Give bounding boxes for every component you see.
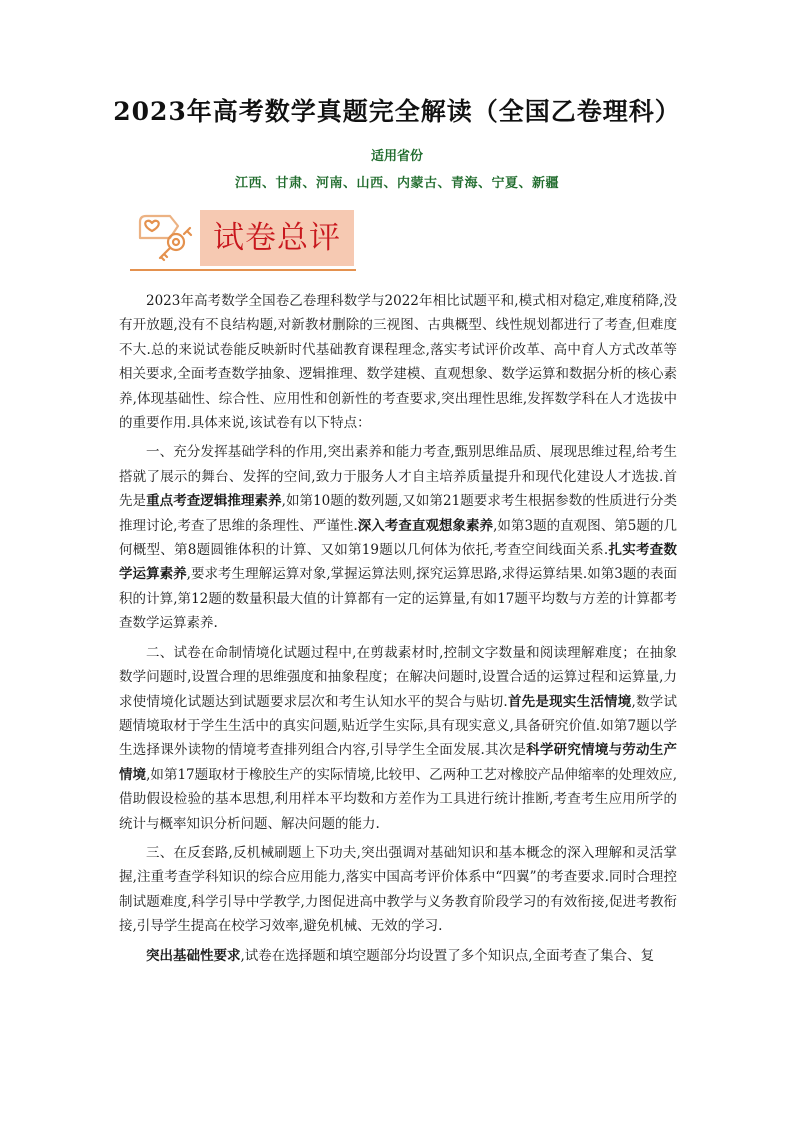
paragraph-text: ,如第3题的直观图、第5题的几何概型、第8题圆锥体积的计算、又如第19题以几何体为依托,考查空间线面关系. <box>119 517 677 559</box>
paragraph-text: ,如第17题取材于橡胶生产的实际情境,比较甲、乙两种工艺对橡胶产品伸缩率的处理效应,借助假设检验的基本思想,利用样本平均数和方差作为工具进行统计推断,考查考生应用所学的统计与概率知识分析问题、解决问题的能力. <box>119 766 677 832</box>
paragraph <box>119 289 677 435</box>
emphasis-text: 重点考查逻辑推理素养 <box>146 493 282 510</box>
applicable-provinces-label: 适用省份 <box>370 149 423 164</box>
section-banner <box>130 204 360 270</box>
decorative-key-heart-icon <box>130 208 200 264</box>
paragraph <box>119 641 677 836</box>
emphasis-text: 科学研究情境与劳动生产情境 <box>119 742 677 783</box>
paragraph-text: 二、试卷在命制情境化试题过程中,在剪裁素材时,控制文字数量和阅读理解难度；在抽象数学问题时,设置合理的思维强度和抽象程度；在解决问题时,设置合适的运算过程和运算量,力求使情境化试题达到试题要求层次和考生认知水平的契合与贴切. <box>119 644 677 710</box>
page-title: 2023年高考数学真题完全解读（全国乙卷理科） <box>113 97 681 126</box>
paragraph-text: ,数学试题情境取材于学生生活中的真实问题,贴近学生实际,具有现实意义,具备研究价值.如第7题以学生选择课外读物的情境考查排列组合内容,引导学生全面发展.其次是 <box>119 693 677 759</box>
paragraph-text: 三、在反套路,反机械刷题上下功夫,突出强调对基础知识和基本概念的深入理解和灵活掌握,注重考查学科知识的综合应用能力,落实中国高考评价体系中“四翼”的考查要求.同时合理控制试题难度,科学引导中学教学,力图促进高中教学与义务教育阶段学习的有效衔接,促进考教衔接,引导学生提高在校学习效率,避免机械、无效的学习. <box>119 844 677 935</box>
paragraph-text: ,试卷在选择题和填空题部分均设置了多个知识点,全面考查了集合、复 <box>240 947 655 964</box>
paragraph-text: ,如第10题的数列题,又如第21题要求考生根据参数的性质进行分类推理讨论,考查了思维的条理性、严谨性. <box>119 493 677 534</box>
section-title: 试卷总评 <box>213 220 341 256</box>
emphasis-text: 突出基础性要求 <box>146 947 241 964</box>
paragraph <box>119 944 677 968</box>
paragraph <box>119 440 677 635</box>
section-divider <box>130 269 356 271</box>
paragraph-text: ,要求考生理解运算对象,掌握运算法则,探究运算思路,求得运算结果.如第3题的表面积的计算,第12题的数量积最大值的计算都有一定的运算量,有如17题平均数与方差的计算都考查数学运算素养. <box>119 566 678 632</box>
provinces-list: 江西、甘肃、河南、山西、内蒙古、青海、宁夏、新疆 <box>234 176 559 191</box>
section-title-box <box>200 210 354 266</box>
article-body <box>119 289 677 968</box>
paragraph-text: 一、充分发挥基础学科的作用,突出素养和能力考查,甄别思维品质、展现思维过程,给考生搭就了展示的舞台、发挥的空间,致力于服务人才自主培养质量提升和现代化建设人才选拔.首先是 <box>119 444 677 510</box>
paragraph-text: 2023年高考数学全国卷乙卷理科数学与2022年相比试题平和,模式相对稳定,难度稍降,没有开放题,没有不良结构题,对新教材删除的三视图、古典概型、线性规划都进行了考查,但难度不大.总的来说试卷能反映新时代基础教育课程理念,落实考试评价改革、高中育人方式改革等相关要求,全面考查数学抽象、逻辑推理、数学建模、直观想象、数学运算和数据分析的核心素养,体现基础性、综合性、应用性和创新性的考查要求,突出理性思维,发挥数学科在人才选拔中的重要作用.具体来说,该试卷有以下特点： <box>119 293 677 432</box>
emphasis-text: 扎实考查数学运算素养 <box>119 542 678 583</box>
emphasis-text: 深入考查直观想象素养 <box>357 517 494 534</box>
emphasis-text: 首先是现实生活情境 <box>507 693 632 710</box>
paragraph <box>119 841 677 939</box>
